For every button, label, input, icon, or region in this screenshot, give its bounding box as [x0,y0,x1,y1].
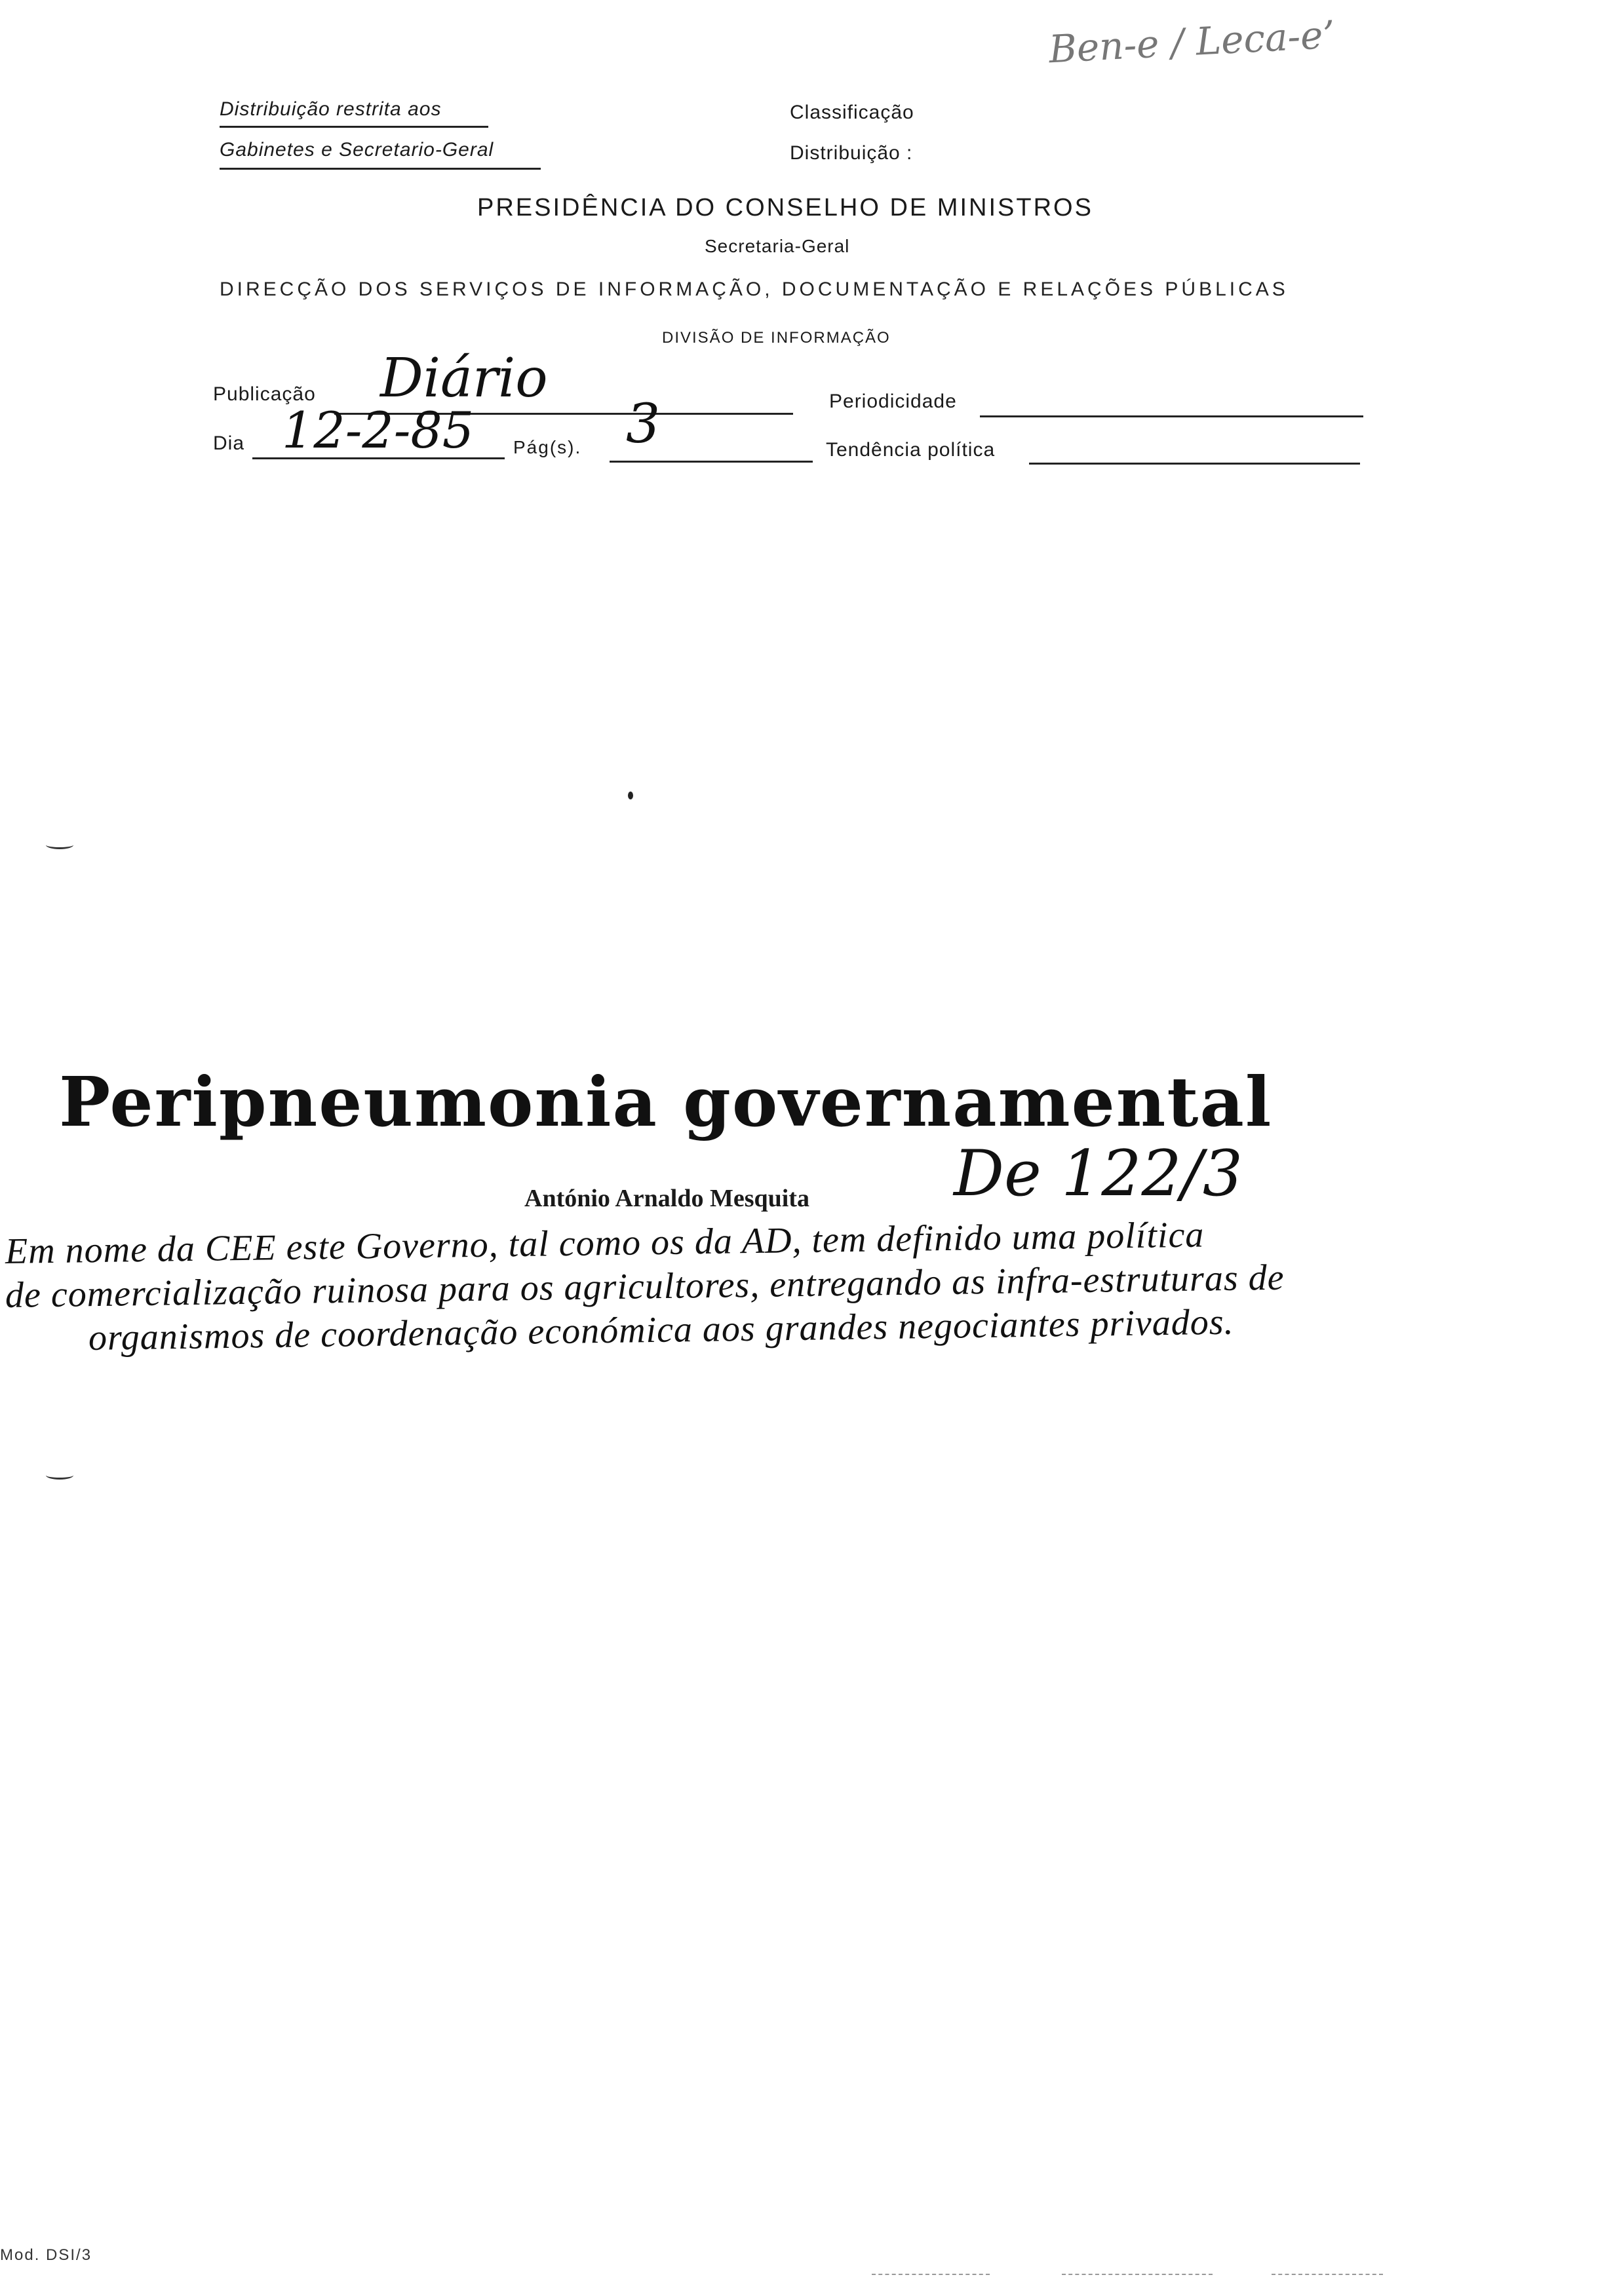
tendency-label: Tendência política [826,439,996,461]
margin-mark-2 [46,1471,73,1480]
article-lead-line-3: organismos de coordenação económica aos grandes negociantes privados. [88,1301,1234,1358]
form-code: Mod. DSI/3 [0,2246,92,2264]
division-heading: DIVISÃO DE INFORMAÇÃO [662,329,891,347]
pages-label: Pág(s). [513,437,582,457]
top-right-handwritten-note: Ben-e / Leca-e’ [1047,12,1336,72]
publication-handwritten-value: Diário [380,347,548,410]
footer-dash-1 [872,2274,990,2275]
periodicity-label: Periodicidade [829,391,957,412]
tendency-underline [1029,463,1360,465]
publication-label: Publicação [213,383,316,405]
day-handwritten-value: 12-2-85 [282,401,475,459]
classification-label: Classificação [790,102,914,123]
directorate-heading: DIRECÇÃO DOS SERVIÇOS DE INFORMAÇÃO, DOCUMENTAÇÃO E RELAÇÕES PÚBLICAS [220,278,1289,300]
secretariat-heading: Secretaria-Geral [705,236,850,256]
footer-dash-2 [1062,2274,1213,2275]
handwritten-reference: De 122/3 [954,1137,1243,1210]
presidency-heading: PRESIDÊNCIA DO CONSELHO DE MINISTROS [477,194,1093,221]
speck-mark [628,792,633,799]
restricted-distribution-line-2: Gabinetes e Secretario-Geral [220,139,494,161]
day-underline [252,457,505,459]
restricted-distribution-line-1: Distribuição restrita aos [220,98,442,120]
distribution-label: Distribuição : [790,142,913,164]
pages-underline [610,461,813,463]
article-lead-line-2: de comercialização ruinosa para os agricultores, entregando as infra-estruturas de [5,1257,1285,1316]
day-label: Dia [213,432,245,454]
article-author: António Arnaldo Mesquita [524,1185,809,1212]
periodicity-underline [980,415,1363,417]
article-lead-line-1: Em nome da CEE este Governo, tal como os da AD, tem definido uma política [5,1214,1205,1272]
margin-mark-1 [46,841,73,849]
restricted-underline-2 [220,168,541,170]
footer-dash-3 [1272,2274,1383,2275]
pages-handwritten-value: 3 [626,393,661,455]
restricted-underline-1 [220,126,488,128]
article-title: Peripneumonia governamental [59,1062,1273,1142]
